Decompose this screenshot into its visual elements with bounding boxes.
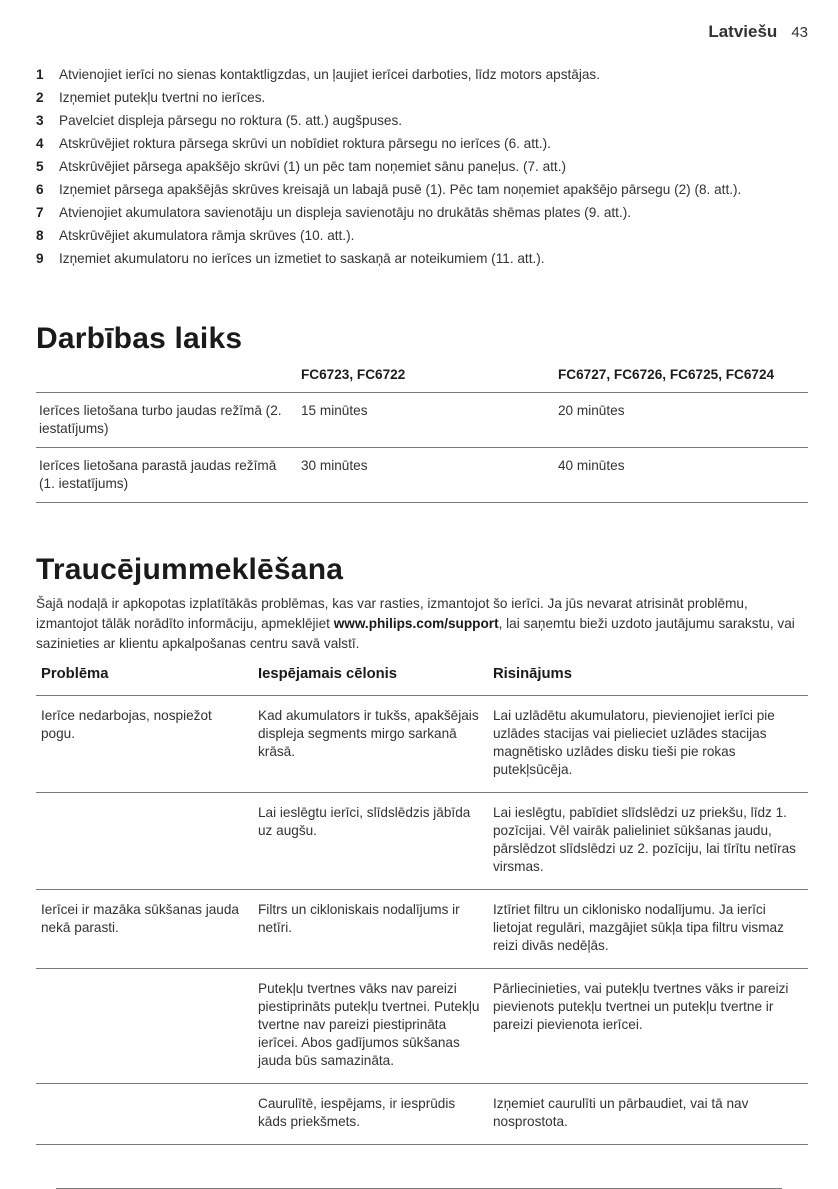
step-item [36,158,806,175]
step-item [36,250,806,267]
runtime-header-model-b: FC6727, FC6726, FC6725, FC6724 [558,367,775,382]
runtime-heading: Darbības laiks [36,322,243,355]
problem-cell: Ierīcei ir mazāka sūkšanas jauda nekā parasti. [41,902,239,935]
troubleshooting-heading: Traucējummeklēšana [36,553,344,586]
step-item [36,89,806,106]
intro-text-before: Šajā nodaļā ir apkopotas izplatītākās problēmas, kas var rasties, izmantojot šo ierīci. Ja jūs nevarat atrisināt problēmu, izmantojot tālāk norādīto informāciju, apmeklējiet [36,596,748,631]
step-text: Izņemiet putekļu tvertni no ierīces. [59,90,266,105]
support-link[interactable]: www.philips.com/support [333,616,499,631]
step-number: 6 [36,182,44,197]
step-number: 3 [36,113,44,128]
step-item [36,204,806,221]
header-cause: Iespējamais cēlonis [258,666,398,682]
step-item [36,227,806,244]
page-header [708,22,808,42]
runtime-row [36,393,808,448]
step-text: Atskrūvējiet pārsega apakšējo skrūvi (1) un pēc tam noņemiet sānu paneļus. (7. att.) [59,159,567,174]
problem-cell [36,793,253,890]
runtime-mode-label: Ierīces lietošana turbo jaudas režīmā (2. iestatījums) [39,403,282,436]
step-number: 4 [36,136,44,151]
solution-cell: Izņemiet caurulīti un pārbaudiet, vai tā nav nosprostota. [493,1096,749,1129]
cause-cell: Filtrs un cikloniskais nodalījums ir netīri. [258,902,460,935]
step-text: Pavelciet displeja pārsegu no roktura (5. att.) augšpuses. [59,113,403,128]
language-label: Latviešu [708,22,778,41]
intro-text-after: , lai saņemtu bieži uzdoto jautājumu sarakstu, vai sazinieties ar klientu apkalpošanas centru savā valstī. [36,616,795,651]
runtime-table [36,366,808,503]
step-text: Izņemiet akumulatoru no ierīces un izmetiet to saskaņā ar noteikumiem (11. att.). [59,251,545,266]
problem-cell [36,1084,253,1145]
troubleshooting-row [36,793,808,890]
runtime-mode-label: Ierīces lietošana parastā jaudas režīmā (1. iestatījums) [39,458,277,491]
disassembly-steps [36,66,806,273]
troubleshooting-row [36,1084,808,1145]
runtime-row [36,448,808,503]
step-text: Atskrūvējiet akumulatora rāmja skrūves (10. att.). [59,228,355,243]
header-problem: Problēma [41,666,109,682]
cause-cell: Kad akumulators ir tukšs, apakšējais displeja segments mirgo sarkanā krāsā. [258,708,479,759]
troubleshooting-table [36,661,808,1145]
problem-cell [36,969,253,1084]
step-item [36,181,806,198]
step-text: Atvienojiet akumulatora savienotāju un displeja savienotāju no drukātās shēmas plates (9. att.). [59,205,632,220]
troubleshooting-row [36,890,808,969]
runtime-header-row [36,366,808,393]
step-number: 9 [36,251,44,266]
solution-cell: Pārliecinieties, vai putekļu tvertnes vāks ir pareizi pievienots putekļu tvertnei un putekļu tvertne ir pareizi pievienota ierīcei. [493,981,789,1032]
troubleshooting-header-row [36,661,808,696]
step-number: 2 [36,90,44,105]
solution-cell: Iztīriet filtru un ciklonisko nodalījumu. Ja ierīci lietojat regulāri, mazgājiet sūkļa tipa filtru vismaz reizi divās nedēļās. [493,902,784,953]
step-item [36,112,806,129]
step-number: 5 [36,159,44,174]
runtime-header-empty [36,366,298,393]
runtime-value-a: 15 minūtes [301,403,368,418]
cause-cell: Lai ieslēgtu ierīci, slīdslēdzis jābīda uz augšu. [258,805,471,838]
step-item [36,66,806,83]
step-number: 8 [36,228,44,243]
troubleshooting-row [36,696,808,793]
cause-cell: Caurulītē, iespējams, ir iesprūdis kāds priekšmets. [258,1096,456,1129]
runtime-header-model-a: FC6723, FC6722 [301,367,406,382]
troubleshooting-row [36,969,808,1084]
step-text: Atskrūvējiet roktura pārsega skrūvi un nobīdiet roktura pārsegu no ierīces (6. att.). [59,136,551,151]
problem-cell: Ierīce nedarbojas, nospiežot pogu. [41,708,212,741]
solution-cell: Lai ieslēgtu, pabīdiet slīdslēdzi uz priekšu, līdz 1. pozīcijai. Vēl vairāk palieliniet sūkšanas jaudu, pārslēdzot slīdslēdzi uz 2. pozīciju, lai tīrītu netīras virsmas. [493,805,796,874]
step-number: 7 [36,205,44,220]
runtime-value-b: 20 minūtes [558,403,625,418]
step-text: Izņemiet pārsega apakšējās skrūves kreisajā un labajā pusē (1). Pēc tam noņemiet apakšējo pārsegu (2) (8. att.). [59,182,742,197]
solution-cell: Lai uzlādētu akumulatoru, pievienojiet ierīci pie uzlādes stacijas vai pielieciet uzlādes stacijas magnētisko uzlādes disku tieši pie rokas putekļsūcēja. [493,708,775,777]
step-text: Atvienojiet ierīci no sienas kontaktligzdas, un ļaujiet ierīcei darboties, līdz motors apstājas. [59,67,601,82]
runtime-value-a: 30 minūtes [301,458,368,473]
step-item [36,135,806,152]
runtime-value-b: 40 minūtes [558,458,625,473]
troubleshooting-intro [36,594,808,654]
cause-cell: Putekļu tvertnes vāks nav pareizi piestiprināts putekļu tvertnei. Putekļu tvertne nav pareizi piestiprināta ierīcei. Abos gadījumos sūkšanas jauda būs samazināta. [258,981,480,1068]
step-number: 1 [36,67,44,82]
page-number: 43 [791,24,808,41]
header-solution: Risinājums [493,666,572,682]
